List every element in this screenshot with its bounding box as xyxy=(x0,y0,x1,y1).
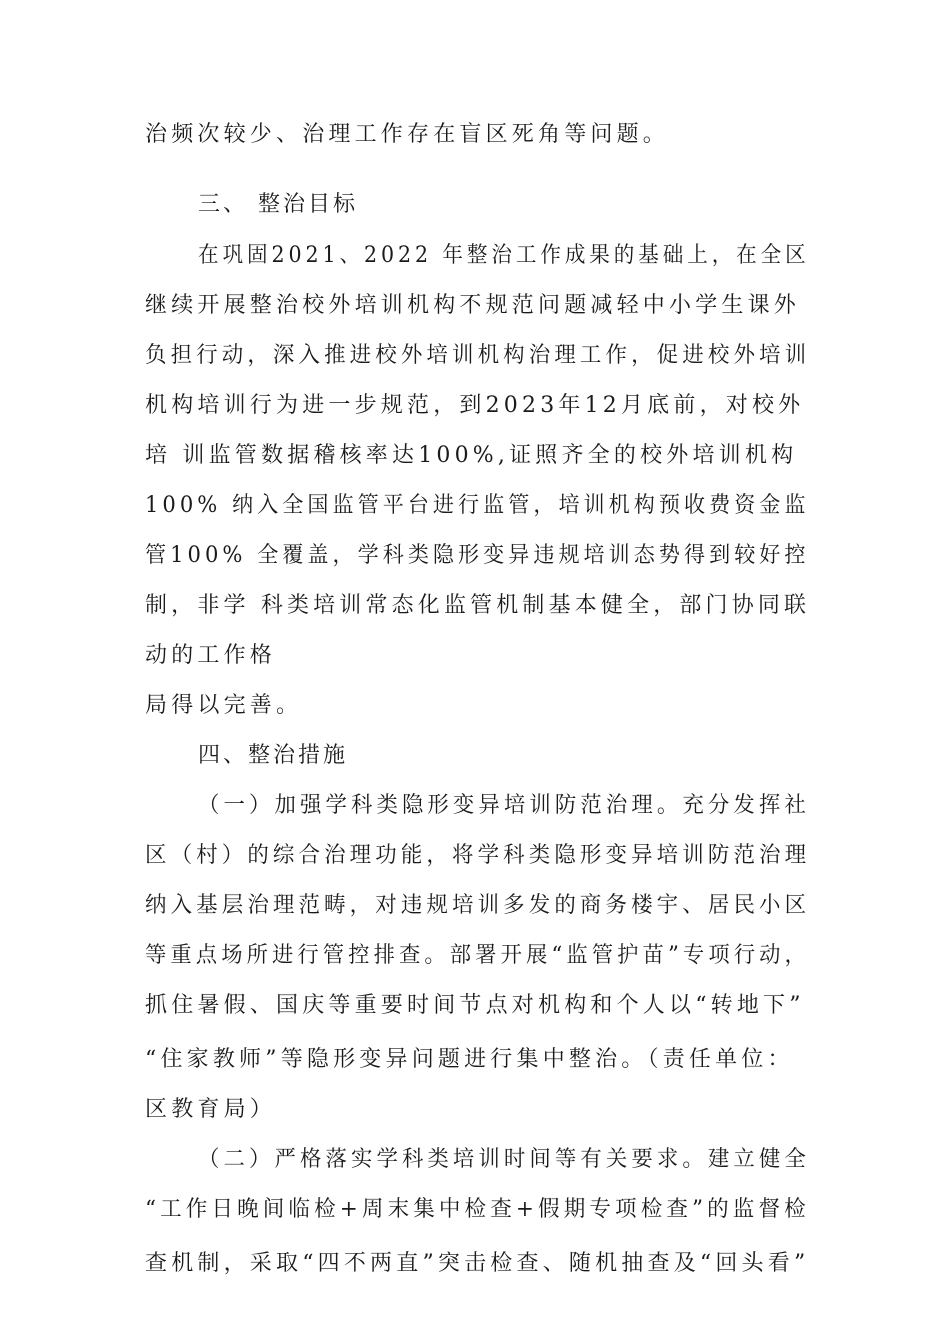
paragraph-line: 动的工作格 xyxy=(145,643,277,668)
section-heading-measures: 四、整治措施 xyxy=(198,743,349,768)
paragraph-line: 区教育局） xyxy=(145,1097,277,1122)
section-heading-goals: 三、 整治目标 xyxy=(198,192,358,217)
paragraph-line: （二）严格落实学科类培训时间等有关要求。建立健全 xyxy=(198,1147,810,1172)
paragraph-line: （一）加强学科类隐形变异培训防范治理。充分发挥社 xyxy=(198,793,810,818)
paragraph-line: 抓住暑假、国庆等重要时间节点对机构和个人以“转地下” xyxy=(145,993,805,1018)
paragraph-line: 治频次较少、治理工作存在盲区死角等问题。 xyxy=(145,122,670,147)
paragraph-line: “工作日晚间临检+周末集中检查+假期专项检查”的监督检 xyxy=(145,1197,810,1222)
paragraph-line: 局得以完善。 xyxy=(145,693,303,718)
paragraph-line: 机构培训行为进一步规范，到2023年12月底前，对校外 xyxy=(145,393,805,418)
paragraph-line: 管100% 全覆盖，学科类隐形变异违规培训态势得到较好控 xyxy=(145,543,810,568)
paragraph-line: 负担行动，深入推进校外培训机构治理工作，促进校外培训 xyxy=(145,343,811,368)
paragraph-line: 培 训监管数据稽核率达100%,证照齐全的校外培训机构 xyxy=(145,443,798,468)
paragraph-line: 纳入基层治理范畴，对违规培训多发的商务楼宇、居民小区 xyxy=(145,893,811,918)
paragraph-line: 等重点场所进行管控排查。部署开展“监管护苗”专项行动， xyxy=(145,943,810,968)
paragraph-line: 继续开展整治校外培训机构不规范问题减轻中小学生课外 xyxy=(145,293,801,318)
paragraph-line: 查机制，采取“四不两直”突击检查、随机抽查及“回头看” xyxy=(145,1251,810,1276)
paragraph-line: 制，非学 科类培训常态化监管机制基本健全，部门协同联 xyxy=(145,593,811,618)
paragraph-line: 区（村）的综合治理功能，将学科类隐形变异培训防范治理 xyxy=(145,843,811,868)
paragraph-line: “住家教师”等隐形变异问题进行集中整治。（责任单位： xyxy=(145,1047,794,1072)
paragraph-line: 100% 纳入全国监管平台进行监管，培训机构预收费资金监 xyxy=(145,493,810,518)
paragraph-line: 在巩固2021、2022 年整治工作成果的基础上，在全区 xyxy=(198,243,810,268)
